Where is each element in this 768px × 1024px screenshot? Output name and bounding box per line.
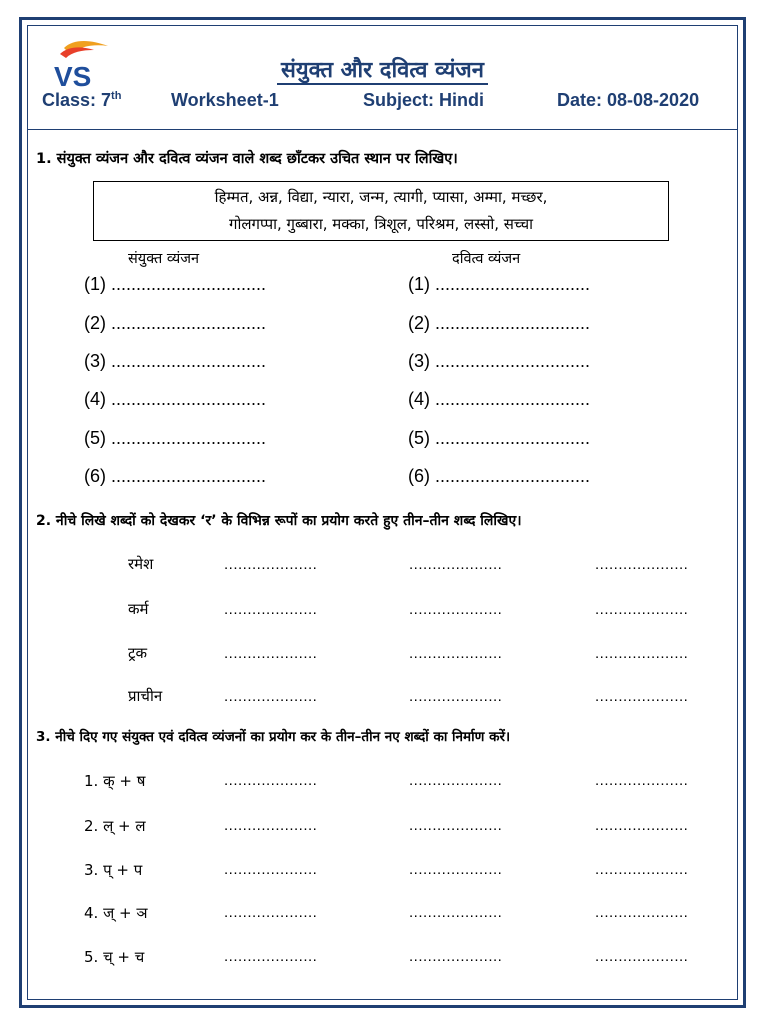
question-2: 2. नीचे लिखे शब्दों को देखकर ‘र’ के विभिन्न रूपों का प्रयोग करते हुए तीन–तीन शब्द लिखिए। (36, 513, 522, 529)
word-bank-box (93, 181, 669, 241)
q3-row3-blank-1[interactable]: .................... (224, 861, 318, 878)
q2-row2-blank-1[interactable]: .................... (224, 601, 318, 618)
q3-row2-blank-3[interactable]: .................... (595, 817, 689, 834)
word-bank-line-1: हिम्मत, अन्न, विद्या, न्यारा, जन्म, त्यागी, प्यासा, अम्मा, मच्छर, (214, 188, 548, 206)
q3-row4-blank-2[interactable]: .................... (409, 904, 503, 921)
worksheet-number: Worksheet-1 (171, 90, 279, 110)
q2-row3-blank-1[interactable]: .................... (224, 645, 318, 662)
q2-row1-blank-1[interactable]: .................... (224, 556, 318, 573)
q2-row2-blank-3[interactable]: .................... (595, 601, 689, 618)
heading-sanyukt: संयुक्त व्यंजन (128, 251, 200, 267)
q2-word-3: ट्रक (128, 644, 148, 662)
sanyukt-blank-4[interactable]: (4) ............................... (84, 389, 267, 409)
word-bank-line-2: गोलगप्पा, गुब्बारा, मक्का, त्रिशूल, परिश्रम, लस्सो, सच्चा (229, 215, 533, 233)
sanyukt-blank-6[interactable]: (6) ............................... (84, 466, 267, 486)
worksheet-header (28, 26, 737, 130)
q2-row4-blank-2[interactable]: .................... (409, 688, 503, 705)
q2-row2-blank-2[interactable]: .................... (409, 601, 503, 618)
q3-row4-blank-3[interactable]: .................... (595, 904, 689, 921)
q2-word-1: रमेश (128, 555, 154, 573)
q2-word-2: कर्म (128, 600, 149, 618)
q3-row1-blank-3[interactable]: .................... (595, 772, 689, 789)
q3-combo-2: 2. ल् + ल (84, 817, 146, 835)
heading-dvitva: दवित्व व्यंजन (452, 251, 521, 267)
q2-row4-blank-3[interactable]: .................... (595, 688, 689, 705)
q3-combo-1: 1. क् + ष (84, 772, 146, 790)
q3-row2-blank-1[interactable]: .................... (224, 817, 318, 834)
q3-combo-3: 3. प् + प (84, 861, 143, 879)
dvitva-blank-6[interactable]: (6) ............................... (408, 466, 591, 486)
q3-row5-blank-3[interactable]: .................... (595, 948, 689, 965)
q2-row3-blank-3[interactable]: .................... (595, 645, 689, 662)
q2-word-4: प्राचीन (128, 687, 163, 705)
question-1: 1. संयुक्त व्यंजन और दवित्व व्यंजन वाले शब्द छाँटकर उचित स्थान पर लिखिए। (36, 151, 458, 167)
q3-row5-blank-1[interactable]: .................... (224, 948, 318, 965)
dvitva-blank-4[interactable]: (4) ............................... (408, 389, 591, 409)
q2-row1-blank-2[interactable]: .................... (409, 556, 503, 573)
q3-combo-5: 5. च् + च (84, 948, 145, 966)
q2-row4-blank-1[interactable]: .................... (224, 688, 318, 705)
q3-row3-blank-2[interactable]: .................... (409, 861, 503, 878)
q3-row2-blank-2[interactable]: .................... (409, 817, 503, 834)
q3-row5-blank-2[interactable]: .................... (409, 948, 503, 965)
q3-row1-blank-1[interactable]: .................... (224, 772, 318, 789)
sanyukt-blank-1[interactable]: (1) ............................... (84, 274, 267, 294)
logo-text: VS (54, 61, 92, 90)
sanyukt-blank-2[interactable]: (2) ............................... (84, 313, 267, 333)
dvitva-blank-5[interactable]: (5) ............................... (408, 428, 591, 448)
dvitva-blank-1[interactable]: (1) ............................... (408, 274, 591, 294)
q3-row1-blank-2[interactable]: .................... (409, 772, 503, 789)
subject-label: Subject: Hindi (363, 90, 484, 110)
sanyukt-blank-3[interactable]: (3) ............................... (84, 351, 267, 371)
sanyukt-blank-5[interactable]: (5) ............................... (84, 428, 267, 448)
question-3: 3. नीचे दिए गए संयुक्त एवं दवित्व व्यंजनों का प्रयोग कर के तीन–तीन नए शब्दों का निर्माण करें। (36, 729, 511, 745)
q3-row3-blank-3[interactable]: .................... (595, 861, 689, 878)
q2-row3-blank-2[interactable]: .................... (409, 645, 503, 662)
q2-row1-blank-3[interactable]: .................... (595, 556, 689, 573)
q3-row4-blank-1[interactable]: .................... (224, 904, 318, 921)
dvitva-blank-2[interactable]: (2) ............................... (408, 313, 591, 333)
class-label: Class: 7th (42, 90, 122, 110)
date-label: Date: 08-08-2020 (557, 90, 700, 110)
q3-combo-4: 4. ज् + ञ (84, 904, 148, 922)
page-inner-frame (27, 25, 738, 1000)
dvitva-blank-3[interactable]: (3) ............................... (408, 351, 591, 371)
page-frame (19, 17, 746, 1008)
worksheet-title: संयुक्त और दवित्व व्यंजन (28, 54, 737, 84)
